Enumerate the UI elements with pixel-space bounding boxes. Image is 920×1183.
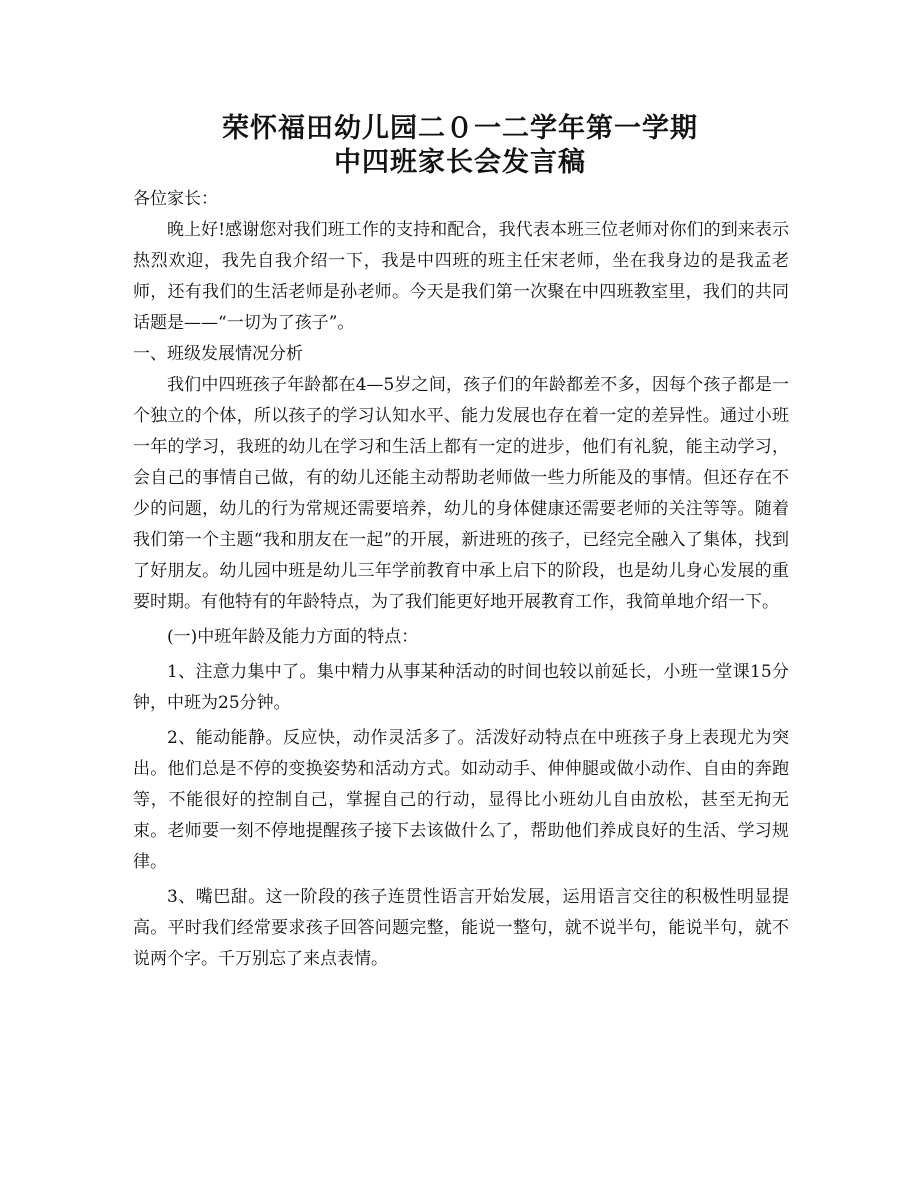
- paragraph-point-1: 1、注意力集中了。集中精力从事某种活动的时间也较以前延长，小班一堂课15分钟，中班为25分钟。: [133, 662, 789, 713]
- paragraph-greeting: 晚上好!感谢您对我们班工作的支持和配合，我代表本班三位老师对你们的到来表示热烈欢迎，我先自我介绍一下，我是中四班的班主任宋老师，坐在我身边的是我孟老师，还有我们的生活老师是孙老师。今天是我们第一次聚在中四班教室里，我们的共同话题是——“一切为了孩子”。: [133, 220, 789, 333]
- document-title-line2: 中四班家长会发言稿: [334, 147, 586, 178]
- salutation: 各位家长：: [133, 189, 218, 209]
- paragraph-point-3: 3、嘴巴甜。这一阶段的孩子连贯性语言开始发展，运用语言交往的积极性明显提高。平时我们经常要求孩子回答问题完整，能说一整句，就不说半句，能说半句，就不说两个字。千万别忘了来点表情。: [133, 887, 789, 969]
- paragraph-point-2: 2、能动能静。反应快，动作灵活多了。活泼好动特点在中班孩子身上表现尤为突出。他们总是不停的变换姿势和活动方式。如动动手、伸伸腿或做小动作、自由的奔跑等，不能很好的控制自己，掌握自己的行动，显得比小班幼儿自由放松，甚至无拘无束。老师要一刻不停地提醒孩子接下去该做什么了，帮助他们养成良好的生活、学习规律。: [133, 728, 789, 872]
- paragraph-class-analysis: 我们中四班孩子年龄都在4—5岁之间，孩子们的年龄都差不多，因每个孩子都是一个独立的个体，所以孩子的学习认知水平、能力发展也存在着一定的差异性。通过小班一年的学习，我班的幼儿在学习和生活上都有一定的进步，他们有礼貌，能主动学习，会自己的事情自己做，有的幼儿还能主动帮助老师做一些力所能及的事情。但还存在不少的问题，幼儿的行为常规还需要培养，幼儿的身体健康还需要老师的关注等等。随着我们第一个主题“我和朋友在一起”的开展，新进班的孩子，已经完全融入了集体，找到了好朋友。幼儿园中班是幼儿三年学前教育中承上启下的阶段，也是幼儿身心发展的重要时期。有他特有的年龄特点，为了我们能更好地开展教育工作，我简单地介绍一下。: [133, 375, 789, 612]
- section-heading-1: 一、班级发展情况分析: [133, 344, 303, 364]
- document-title-line1: 荣怀福田幼儿园二０一二学年第一学期: [222, 113, 698, 144]
- subsection-heading-1: (一)中班年龄及能力方面的特点：: [167, 627, 419, 647]
- document-body: [133, 186, 789, 975]
